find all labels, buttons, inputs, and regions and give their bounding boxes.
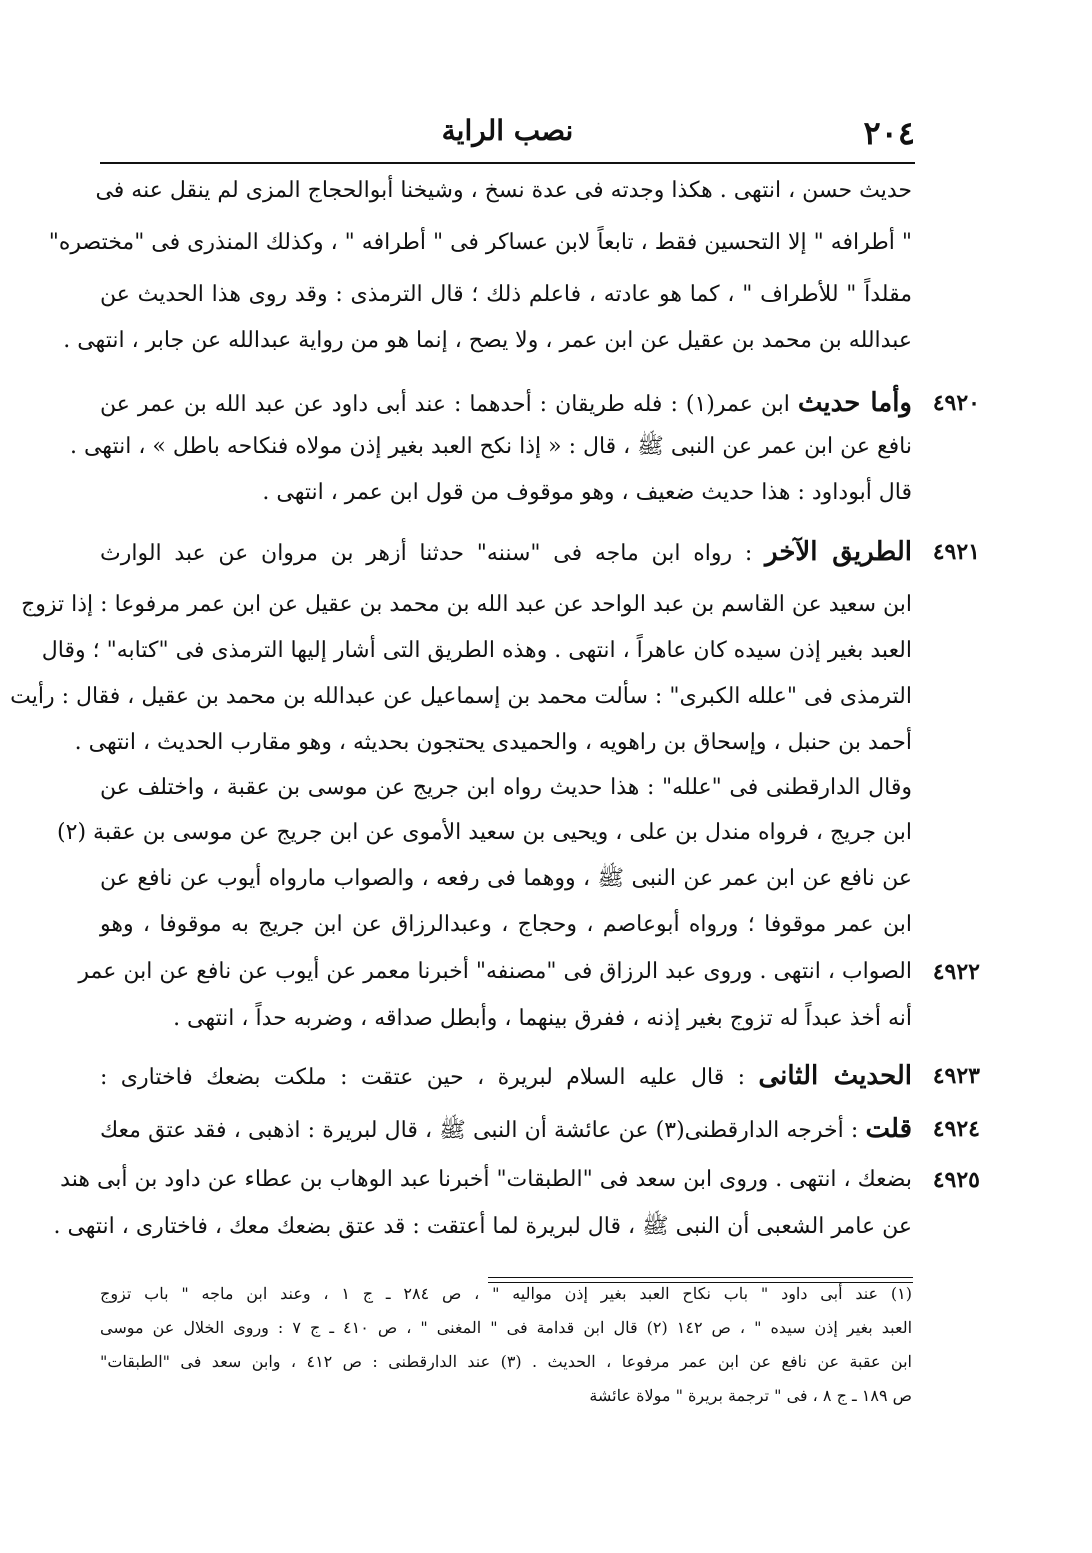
text-line: عن عامر الشعبى أن النبى ﷺ ، قال لبريرة لما أعتقت : قد عتق بضعك معك ، فاختارى ، انتهى . [53, 1214, 912, 1239]
entry-number: ٤٩٢٢ [932, 959, 980, 985]
text-line: العبد بغير إذن سيده كان عاهراً ، انتهى . وهذه الطريق التى أشار إليها الترمذى فى "كتابه" ؛ وقال [41, 638, 912, 663]
text-line: وقال الدارقطنى فى "علله" : هذا حديث رواه ابن جريج عن موسى بن عقبة ، واختلف عن [100, 775, 912, 800]
text-line: أحمد بن حنبل ، وإسحاق بن راهويه ، والحميدى يحتجون بحديثه ، وهو مقارب الحديث ، انتهى . [74, 730, 912, 755]
entry-number: ٤٩٢٥ [932, 1167, 980, 1193]
text-line: وأما حديث ابن عمر(١) : فله طريقان : أحدهما : عند أبى داود عن عبد الله بن عمر عن [100, 388, 912, 418]
text-line: ابن عمر موقوفا ؛ ورواه أبوعاصم ، وحجاج ، وعبدالرزاق عن ابن جريج به موقوفا ، وهو [100, 912, 912, 937]
text-line: ابن سعيد عن القاسم بن عبد الواحد عن عبد الله بن محمد بن عقيل عن ابن عمر مرفوعا : إذا تزوج [21, 592, 912, 617]
text-line: عن نافع عن ابن عمر عن النبى ﷺ ، ووهما فى رفعه ، والصواب مارواه أيوب عن نافع عن [100, 866, 912, 891]
entry-number: ٤٩٢٤ [932, 1116, 980, 1142]
entry-number: ٤٩٢٠ [932, 390, 980, 416]
running-title: نصب الراية [441, 114, 574, 147]
text-line: بضعك ، انتهى . وروى ابن سعد فى "الطبقات" أخبرنا عبد الوهاب بن عطاء عن داود بن أبى هند [60, 1167, 912, 1192]
entry-number: ٤٩٢١ [932, 539, 980, 565]
text-line: حديث حسن ، انتهى . هكذا وجدته فى عدة نسخ ، وشيخنا أبوالحجاج المزى لم ينقل عنه فى [95, 178, 912, 203]
text-line: الترمذى فى "علله الكبرى" : سألت محمد بن إسماعيل عن عبدالله بن محمد بن عقيل ، فقال : رأيت [10, 684, 912, 709]
page-number: ٢٠٤ [863, 114, 915, 152]
text-line: الحديث الثانى : قال عليه السلام لبريرة ، حين عتقت : ملكت بضعك فاختارى : [100, 1061, 913, 1091]
text-line: قلت : أخرجه الدارقطنى(٣) عن عائشة أن النبى ﷺ ، قال لبريرة : اذهبى ، فقد عتق معك [100, 1114, 913, 1144]
text-line: أنه أخذ عبداً له تزوج بغير إذنه ، ففرق بينهما ، وأبطل صداقه ، وضربه حداً ، انتهى . [173, 1006, 912, 1031]
text-line: ابن جريج ، فرواه مندل بن على ، ويحيى بن سعيد الأموى عن ابن جريج عن موسى بن عقبة (٢) [57, 820, 912, 845]
text-line: عبدالله بن محمد بن عقيل عن ابن عمر ، ولا يصح ، إنما هو من رواية عبدالله عن جابر ، انتهى . [63, 328, 912, 353]
footnote-line: العبد بغير إذن سيده " ، ص ١٤٢ (٢) قال ابن قدامة فى " المغنى " ، ص ٤١٠ ـ ج ٧ : وروى الخلال عن موسى [100, 1318, 913, 1337]
text-line: " أطرافه " إلا التحسين فقط ، تابعاً لابن عساكر فى " أطرافه " ، وكذلك المنذرى فى "مختصره" [48, 230, 912, 255]
footnote-line: (١) عند أبى داود " باب نكاح العبد بغير إذن مواليه " ، ص ٢٨٤ ـ ج ١ ، وعند ابن ماجه " باب تزوج [100, 1284, 912, 1303]
text-line: مقلداً " للأطراف " ، كما هو عادته ، فاعلم ذلك ؛ قال الترمذى : وقد روى هذا الحديث عن [100, 282, 912, 307]
text-line: نافع عن ابن عمر عن النبى ﷺ ، قال : « إذا نكح العبد بغير إذن مولاه فنكاحه باطل » ، انتهى . [69, 434, 912, 459]
footnote-line: ابن عقبة عن نافع عن ابن عمر مرفوعا ، الحديث . (٣) عند الدارقطنى : ص ٤١٢ ، وابن سعد فى "الطبقات" [100, 1352, 912, 1371]
entry-number: ٤٩٢٣ [932, 1063, 980, 1089]
text-line: الصواب ، انتهى . وروى عبد الرزاق فى "مصنفه" أخبرنا معمر عن أيوب عن نافع عن ابن عمر [78, 959, 912, 984]
text-line: قال أبوداود : هذا حديث ضعيف ، وهو موقوف من قول ابن عمر ، انتهى . [262, 480, 912, 505]
text-line: الطريق الآخر : رواه ابن ماجه فى "سننه" حدثنا أزهر بن مروان عن عبد الوارث [100, 537, 912, 567]
footnote-line: ص ١٨٩ ـ ج ٨ ، فى " ترجمة بريرة " مولاة عائشة [589, 1386, 912, 1405]
